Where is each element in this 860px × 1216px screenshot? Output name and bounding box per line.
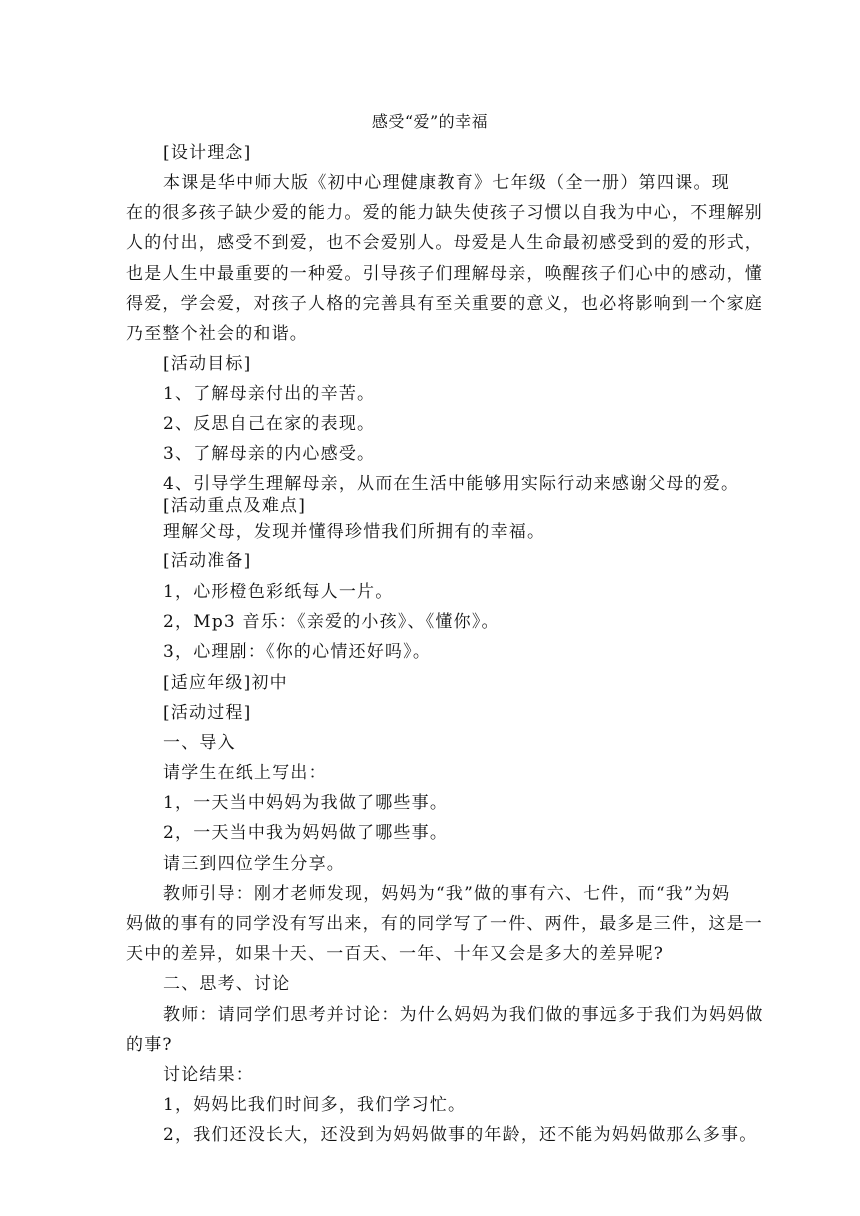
heading-process: [活动过程] (163, 703, 252, 723)
paragraph-line: 理解父母，发现并懂得珍惜我们所拥有的幸福。 (163, 522, 546, 542)
list-item: 2，一天当中我为妈妈做了哪些事。 (163, 823, 449, 843)
paragraph-line: 也是人生中最重要的一种爱。引导孩子们理解母亲，唤醒孩子们心中的感动，懂 (126, 264, 763, 284)
list-item: 3，心理剧：《你的心情还好吗》。 (163, 642, 432, 662)
list-item: 2、反思自己在家的表现。 (163, 414, 376, 434)
paragraph-line: 妈做的事有的同学没有写出来，有的同学写了一件、两件，最多是三件，这是一 (126, 914, 763, 934)
list-item: 3、了解母亲的内心感受。 (163, 444, 376, 464)
heading-preparation: [活动准备] (163, 551, 252, 571)
paragraph-line: 得爱，学会爱，对孩子人格的完善具有至关重要的意义，也必将影响到一个家庭 (126, 294, 763, 314)
paragraph-line: 本课是华中师大版《初中心理健康教育》七年级（全一册）第四课。现 (163, 173, 730, 193)
section-heading: 一、导入 (163, 733, 236, 753)
paragraph-line: 在的很多孩子缺少爱的能力。爱的能力缺失使孩子习惯以自我为中心，不理解别 (126, 203, 763, 223)
section-heading: 二、思考、讨论 (163, 974, 291, 994)
heading-grade: [适应年级]初中 (163, 673, 288, 693)
list-item: 2，Mp3 音乐：《亲爱的小孩》、《懂你》。 (163, 612, 500, 632)
paragraph-line: 的事? (126, 1035, 173, 1055)
heading-key-points: [活动重点及难点] (163, 496, 307, 516)
document-title: 感受“爱”的幸福 (371, 112, 489, 131)
list-item: 1、了解母亲付出的辛苦。 (163, 384, 376, 404)
heading-design-concept: [设计理念] (163, 143, 252, 163)
list-item: 4、引导学生理解母亲，从而在生活中能够用实际行动来感谢父母的爱。 (163, 474, 740, 494)
paragraph-line: 教师引导：刚才老师发现，妈妈为“我”做的事有六、七件，而“我”为妈 (163, 884, 731, 904)
list-item: 1，一天当中妈妈为我做了哪些事。 (163, 793, 449, 813)
paragraph-line: 请学生在纸上写出： (163, 763, 327, 783)
list-item: 2，我们还没长大，还没到为妈妈做事的年龄，还不能为妈妈做那么多事。 (163, 1125, 758, 1145)
list-item: 1，心形橙色彩纸每人一片。 (163, 582, 394, 602)
paragraph-line: 人的付出，感受不到爱，也不会爱别人。母爱是人生命最初感受到的爱的形式， (126, 233, 763, 253)
list-item: 1，妈妈比我们时间多，我们学习忙。 (163, 1095, 467, 1115)
paragraph-line: 教师：请同学们思考并讨论：为什么妈妈为我们做的事远多于我们为妈妈做 (163, 1005, 764, 1025)
paragraph-line: 乃至整个社会的和谐。 (126, 324, 308, 344)
heading-activity-goals: [活动目标] (163, 354, 252, 374)
paragraph-line: 天中的差异，如果十天、一百天、一年、十年又会是多大的差异呢? (126, 944, 665, 964)
paragraph-line: 请三到四位学生分享。 (163, 854, 345, 874)
paragraph-line: 讨论结果： (163, 1065, 254, 1085)
